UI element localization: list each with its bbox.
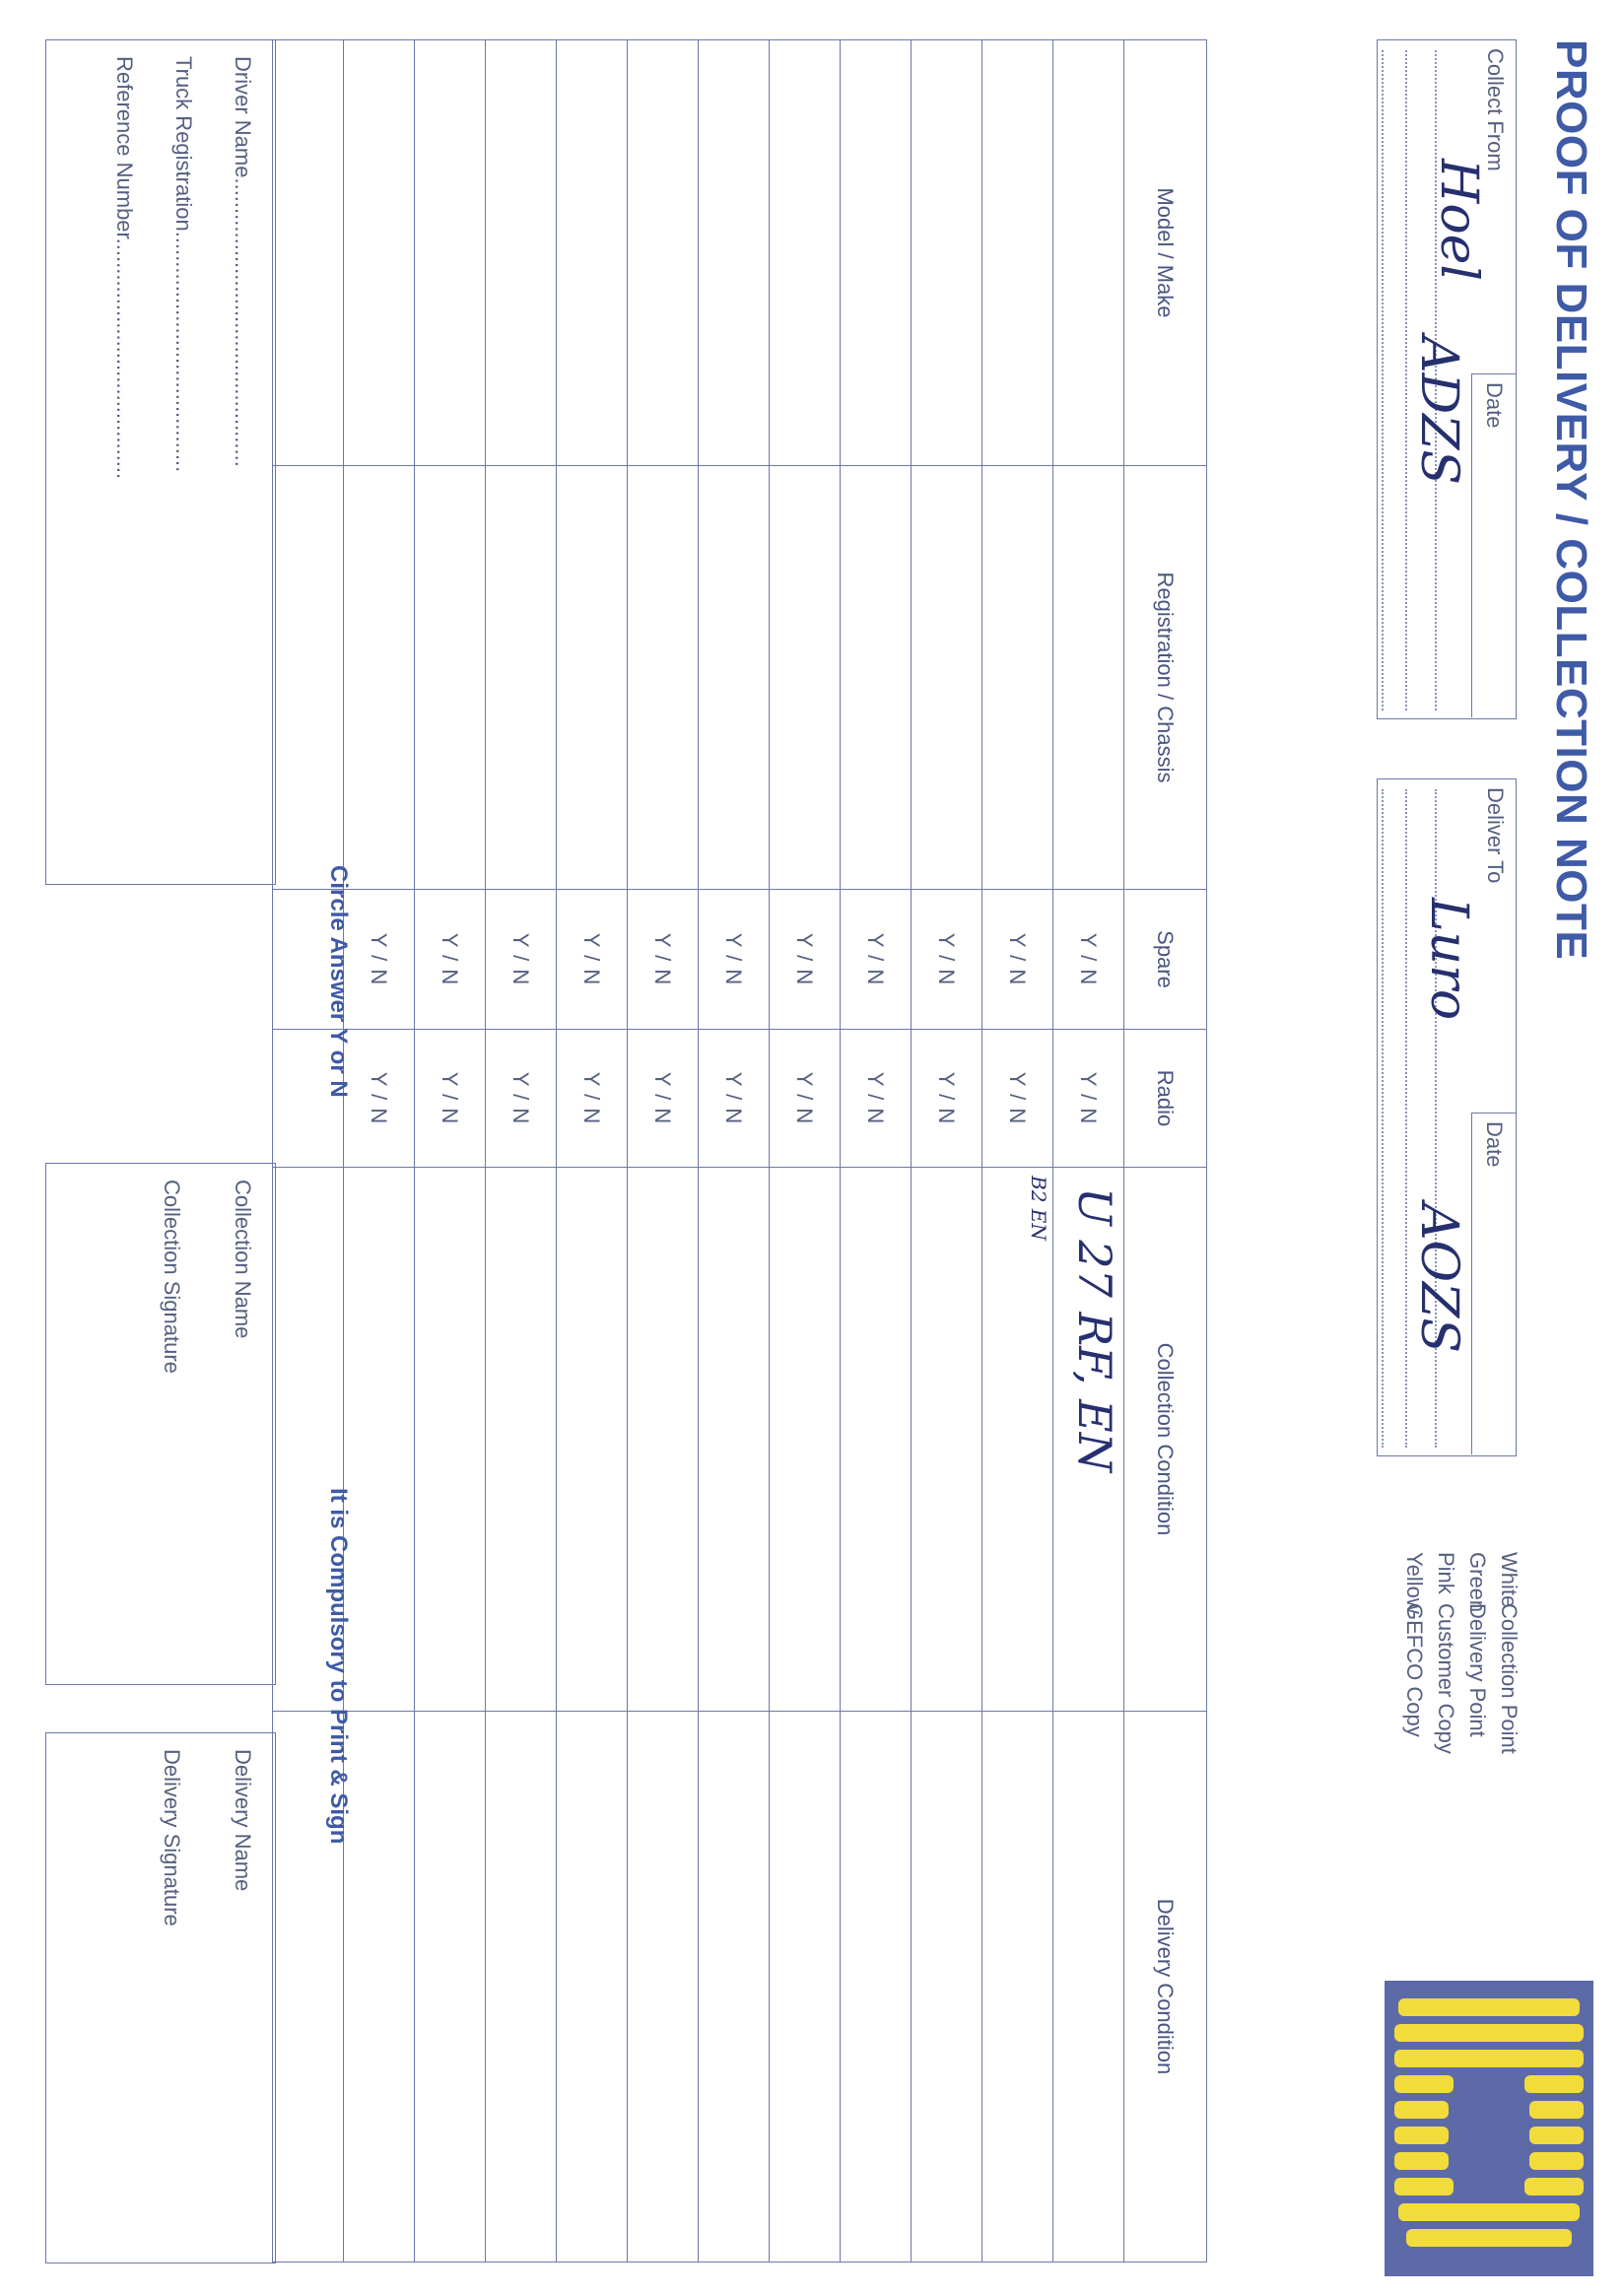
spare-yn-cell[interactable]: Y / N (344, 890, 415, 1030)
delivery-condition-cell[interactable] (1053, 1712, 1124, 2262)
model-make-cell[interactable] (841, 40, 912, 466)
registration-cell[interactable] (841, 466, 912, 890)
delivery-condition-cell[interactable] (557, 1712, 628, 2262)
circle-answer-note: Circle Answer Y or N (325, 865, 352, 1098)
table-row (912, 40, 982, 2262)
table-header-row (1124, 40, 1207, 2262)
copy-colour: Green (1465, 1552, 1490, 1613)
column-header: Spare (1124, 890, 1207, 1030)
column-header: Collection Condition (1124, 1168, 1207, 1712)
collection-condition-cell[interactable] (912, 1168, 982, 1712)
driver-name-dots: ................................................ (231, 177, 255, 467)
deliver-to-box (1377, 778, 1517, 1456)
collect-date-box (1471, 373, 1517, 717)
column-header: Model / Make (1124, 40, 1207, 466)
radio-yn-cell[interactable]: Y / N (699, 1030, 770, 1168)
condition-handwriting: U 27 RF, EN (1068, 1187, 1121, 1473)
model-make-cell[interactable] (628, 40, 699, 466)
delivery-condition-cell[interactable] (486, 1712, 557, 2262)
delivery-name-label: Delivery Name (231, 1749, 255, 1892)
column-header: Delivery Condition (1124, 1712, 1207, 2262)
reference-number-field[interactable] (111, 56, 137, 479)
copy-distribution-list (1398, 1552, 1524, 1754)
collect-from-line-2 (1405, 50, 1407, 710)
copy-colour: Pink (1434, 1552, 1458, 1594)
deliver-to-line-3 (1382, 789, 1384, 1448)
truck-registration-label: Truck Registration (171, 56, 196, 232)
collect-from-label: Collect From (1483, 48, 1508, 171)
registration-cell[interactable] (486, 466, 557, 890)
delivery-condition-cell[interactable] (982, 1712, 1053, 2262)
model-make-cell[interactable] (1053, 40, 1124, 466)
collection-condition-cell[interactable] (415, 1168, 486, 1712)
copy-colour: White (1497, 1552, 1522, 1608)
driver-name-field[interactable] (230, 56, 255, 467)
copy-row-pink (1430, 1552, 1461, 1754)
registration-cell[interactable] (912, 466, 982, 890)
model-make-cell[interactable] (557, 40, 628, 466)
table-row (344, 40, 415, 2262)
model-make-cell[interactable] (699, 40, 770, 466)
spare-yn-cell[interactable]: Y / N (486, 890, 557, 1030)
model-make-cell[interactable] (415, 40, 486, 466)
spare-yn-cell[interactable]: Y / N (699, 890, 770, 1030)
spare-yn-cell[interactable]: Y / N (770, 890, 841, 1030)
copy-purpose: Delivery Point (1465, 1603, 1490, 1737)
vehicle-table (272, 39, 1207, 2262)
deliver-to-label: Deliver To (1483, 787, 1508, 884)
registration-cell[interactable] (699, 466, 770, 890)
registration-cell[interactable] (415, 466, 486, 890)
reference-number-label: Reference Number (112, 56, 137, 238)
delivery-signature-label: Delivery Signature (160, 1749, 184, 1926)
collect-from-handwriting: Hoel (1429, 159, 1488, 282)
document-title: PROOF OF DELIVERY / COLLECTION NOTE (1547, 39, 1595, 961)
model-make-cell[interactable] (912, 40, 982, 466)
radio-yn-cell[interactable]: Y / N (982, 1030, 1053, 1168)
delivery-condition-cell[interactable] (344, 1712, 415, 2262)
collection-signature-box[interactable] (45, 1163, 276, 1685)
model-make-cell[interactable] (273, 40, 344, 466)
copy-row-yellow (1398, 1552, 1430, 1754)
radio-yn-cell[interactable]: Y / N (1053, 1030, 1124, 1168)
delivery-condition-cell[interactable] (770, 1712, 841, 2262)
collect-date-handwriting: ADZS (1409, 336, 1468, 485)
radio-yn-cell[interactable]: Y / N (770, 1030, 841, 1168)
model-make-cell[interactable] (344, 40, 415, 466)
radio-yn-cell[interactable]: Y / N (912, 1030, 982, 1168)
copy-purpose: Collection Point (1497, 1603, 1522, 1754)
deliver-date-box (1471, 1113, 1517, 1454)
registration-cell[interactable] (557, 466, 628, 890)
radio-yn-cell[interactable]: Y / N (841, 1030, 912, 1168)
spare-yn-cell[interactable]: Y / N (982, 890, 1053, 1030)
registration-cell[interactable] (770, 466, 841, 890)
truck-registration-dots: ........................................ (171, 231, 196, 473)
collect-from-box (1377, 39, 1517, 719)
model-make-cell[interactable] (770, 40, 841, 466)
company-logo (1385, 1981, 1593, 2276)
collection-signature-label: Collection Signature (160, 1180, 184, 1374)
table-row (770, 40, 841, 2262)
copy-row-white (1493, 1552, 1524, 1754)
model-make-cell[interactable] (982, 40, 1053, 466)
delivery-condition-cell[interactable] (912, 1712, 982, 2262)
deliver-to-line-2 (1405, 789, 1407, 1448)
deliver-to-handwriting: Luro (1419, 898, 1478, 1021)
collection-condition-cell[interactable] (557, 1168, 628, 1712)
collection-condition-cell[interactable] (841, 1168, 912, 1712)
reference-number-dots: ........................................ (112, 237, 137, 480)
column-header: Radio (1124, 1030, 1207, 1168)
copy-purpose: GEFCO Copy (1402, 1603, 1427, 1737)
spare-yn-cell[interactable]: Y / N (557, 890, 628, 1030)
compulsory-note: It is Compulsory to Print & Sign (325, 1488, 352, 1845)
collection-condition-cell[interactable] (770, 1168, 841, 1712)
radio-yn-cell[interactable]: Y / N (415, 1030, 486, 1168)
model-make-cell[interactable] (486, 40, 557, 466)
registration-cell[interactable] (628, 466, 699, 890)
deliver-date-label: Date (1482, 1121, 1507, 1168)
radio-yn-cell[interactable]: Y / N (557, 1030, 628, 1168)
copy-row-green (1461, 1552, 1493, 1754)
deliver-date-handwriting: AOZS (1409, 1203, 1468, 1353)
spare-yn-cell[interactable]: Y / N (628, 890, 699, 1030)
collect-from-line-3 (1382, 50, 1384, 710)
table-row (699, 40, 770, 2262)
collection-condition-cell[interactable] (486, 1168, 557, 1712)
table-row (557, 40, 628, 2262)
registration-cell[interactable] (1053, 466, 1124, 890)
table-row (415, 40, 486, 2262)
table-row (841, 40, 912, 2262)
radio-yn-cell[interactable]: Y / N (628, 1030, 699, 1168)
spare-yn-cell[interactable]: Y / N (841, 890, 912, 1030)
copy-purpose: Customer Copy (1434, 1603, 1458, 1754)
column-header: Registration / Chassis (1124, 466, 1207, 890)
condition-handwriting: B2 EN (1027, 1176, 1050, 1241)
collection-condition-cell[interactable] (1053, 1168, 1124, 1712)
table-row (982, 40, 1053, 2262)
radio-yn-cell[interactable]: Y / N (344, 1030, 415, 1168)
table-row (273, 40, 344, 2262)
collection-condition-cell[interactable] (344, 1168, 415, 1712)
collection-name-label: Collection Name (231, 1180, 255, 1339)
delivery-signature-box[interactable] (45, 1732, 276, 2263)
collect-date-label: Date (1482, 382, 1507, 429)
delivery-condition-cell[interactable] (699, 1712, 770, 2262)
collection-condition-cell[interactable] (699, 1168, 770, 1712)
truck-registration-field[interactable] (170, 56, 196, 472)
spare-yn-cell[interactable]: Y / N (415, 890, 486, 1030)
registration-cell[interactable] (273, 466, 344, 890)
table-row (628, 40, 699, 2262)
registration-cell[interactable] (344, 466, 415, 890)
delivery-condition-cell[interactable] (415, 1712, 486, 2262)
collection-condition-cell[interactable] (628, 1168, 699, 1712)
copy-colour: Yellow (1402, 1552, 1427, 1614)
delivery-condition-cell[interactable] (841, 1712, 912, 2262)
collection-condition-cell[interactable] (982, 1168, 1053, 1712)
spare-yn-cell[interactable]: Y / N (1053, 890, 1124, 1030)
driver-name-label: Driver Name (231, 56, 255, 178)
table-row (1053, 40, 1124, 2262)
delivery-condition-cell[interactable] (628, 1712, 699, 2262)
table-row (486, 40, 557, 2262)
driver-details-box (45, 39, 276, 885)
spare-yn-cell[interactable]: Y / N (912, 890, 982, 1030)
registration-cell[interactable] (982, 466, 1053, 890)
radio-yn-cell[interactable]: Y / N (486, 1030, 557, 1168)
